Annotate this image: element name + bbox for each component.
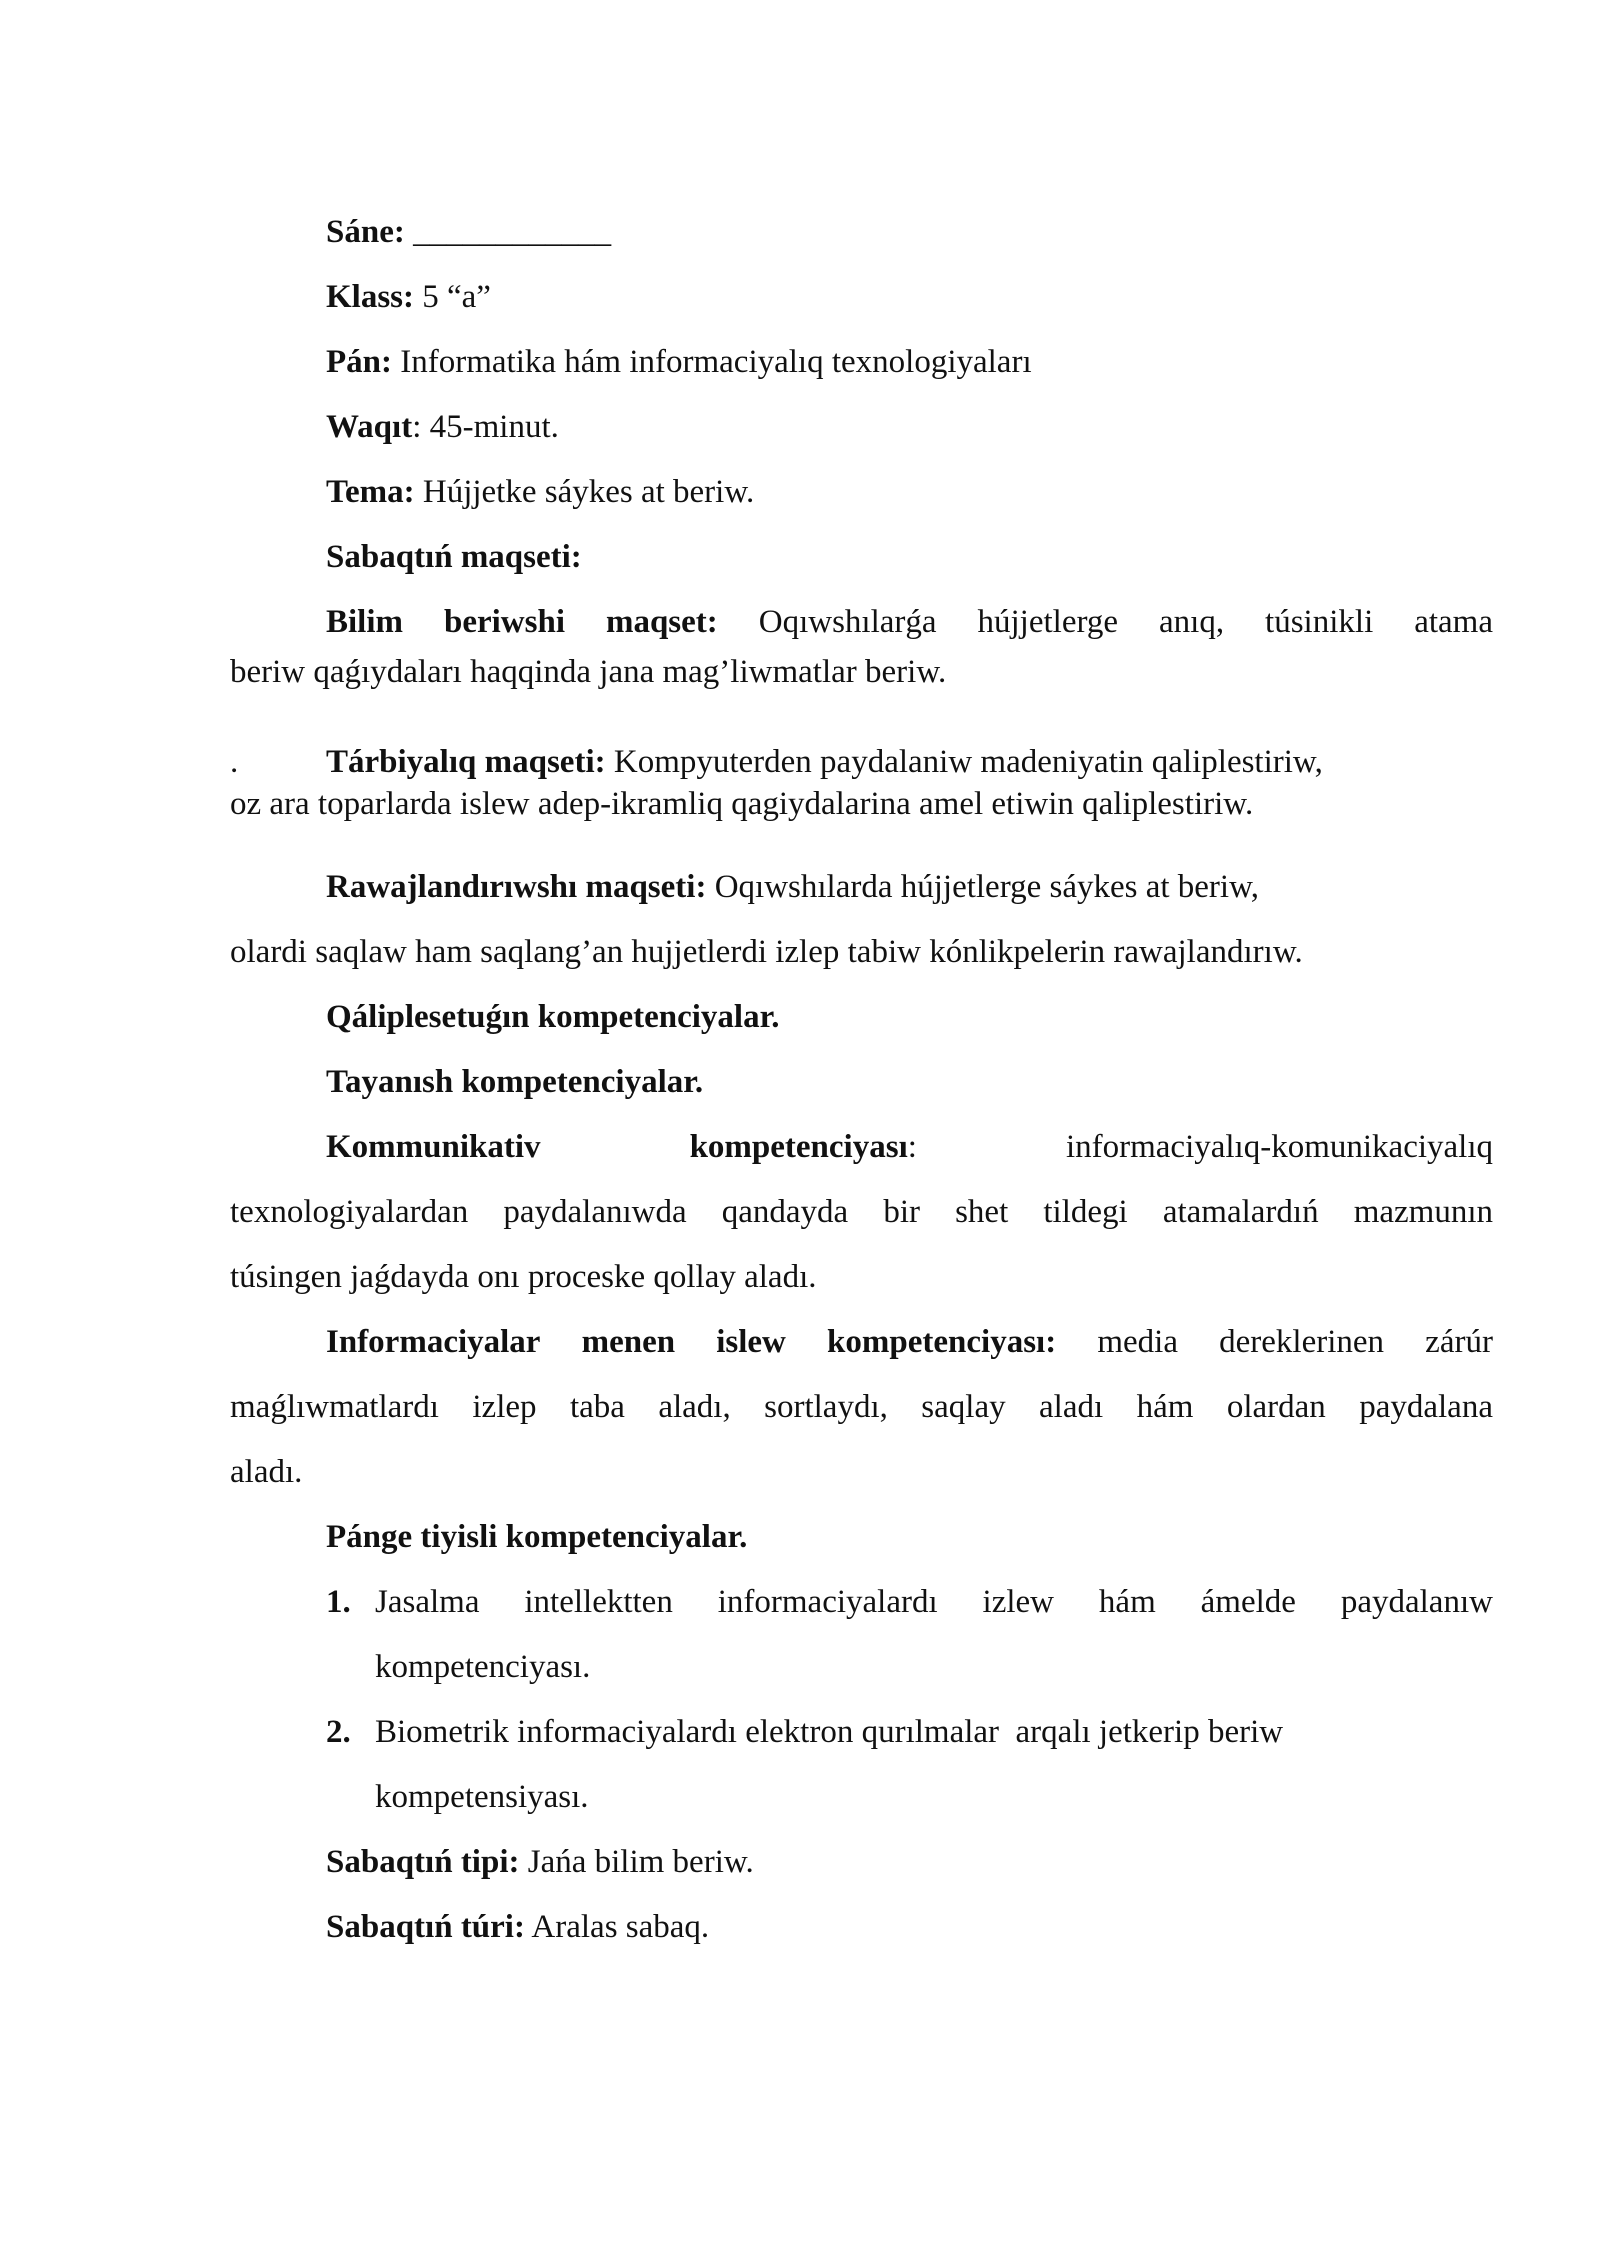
educational-word: atama (1414, 604, 1493, 640)
communicative-line1 (326, 1131, 1493, 1164)
information-word: izlep (472, 1389, 537, 1425)
basic-competencies-heading: Tayanısh kompetenciyalar. (326, 1064, 704, 1100)
information-word: dereklerinen (1219, 1324, 1385, 1360)
developmental-goal-line2: olardi saqlaw ham saqlang’an hujjetlerdi izlep tabiw kónlikpelerin rawajlandırıw. (230, 934, 1303, 970)
item-2-line1: Biometrik informaciyalardı elektron qurılmalar arqalı jetkerip beriw (375, 1714, 1284, 1750)
information-word: olardan (1226, 1389, 1326, 1425)
communicative-line3: túsingen jaǵdayda onı proceske qollay aladı. (230, 1259, 817, 1295)
competencies-heading: Qáliplesetuǵın kompetenciyalar. (326, 999, 780, 1035)
educational-goal-line1 (326, 606, 1493, 639)
educational-word: hújjetlerge (977, 604, 1119, 640)
item-1-word: izlew (982, 1584, 1055, 1620)
subject-competencies-heading: Pánge tiyisli kompetenciyalar. (326, 1519, 748, 1555)
communicative-word: paydalanıwda (503, 1194, 687, 1230)
item-1-word: hám (1098, 1584, 1156, 1620)
lesson-type-label: Sabaqtıń tipi: (326, 1844, 520, 1880)
communicative-word: bir (883, 1194, 920, 1230)
topic-value: Hújjetke sáykes at beriw. (422, 474, 755, 510)
developmental-goal-line1 (326, 871, 1259, 904)
information-word: hám (1136, 1389, 1194, 1425)
communicative-word: texnologiyalardan (230, 1194, 469, 1230)
communicative-word: qandayda (721, 1194, 849, 1230)
educational-word: anıq, (1159, 604, 1225, 640)
goals-heading: Sabaqtıń maqseti: (326, 539, 582, 575)
educational-goal-label-3: maqset: (605, 604, 718, 640)
subject-value: Informatika hám informaciyalıq texnologiyaları (400, 344, 1032, 380)
information-word: taba (569, 1389, 625, 1425)
communicative-label-2-wrap (690, 1131, 917, 1164)
educational-word: túsinikli (1265, 604, 1374, 640)
educational-goal-label-1: Bilim (326, 604, 404, 640)
communicative-text-1: informaciyalıq-komunikaciyalıq (1065, 1129, 1493, 1165)
item-1-number: 1. (326, 1584, 351, 1620)
item-1-line2: kompetenciyası. (375, 1649, 591, 1685)
information-label-word: kompetenciyası: (827, 1324, 1057, 1360)
lesson-type-value: Jańa bilim beriw. (527, 1844, 754, 1880)
information-label-word: Informaciyalar (326, 1324, 541, 1360)
item-1-word: paydalanıw (1340, 1584, 1493, 1620)
information-word: saqlay (921, 1389, 1006, 1425)
information-line3: aladı. (230, 1454, 303, 1490)
lesson-kind-label: Sabaqtıń túri: (326, 1909, 525, 1945)
communicative-word: shet (955, 1194, 1009, 1230)
date-blank: ____________ (413, 214, 612, 250)
topic-label: Tema: (326, 474, 415, 510)
developmental-goal-label: Rawajlandırıwshı maqseti: (326, 869, 707, 905)
communicative-line2 (230, 1196, 1493, 1229)
information-word: aladı, (658, 1389, 731, 1425)
information-label-word: islew (716, 1324, 786, 1360)
information-word: zárúr (1425, 1324, 1493, 1360)
upbringing-goal-text: Kompyuterden paydalaniw madeniyatin qaliplestiriw, (613, 744, 1323, 780)
educational-word: Oqıwshılarǵa (758, 604, 937, 640)
time-value: : 45-minut. (412, 409, 559, 445)
information-line2 (230, 1391, 1493, 1424)
upbringing-goal-label: Tárbiyalıq maqseti: (326, 744, 606, 780)
item-2-number: 2. (326, 1714, 351, 1750)
information-word: media (1097, 1324, 1178, 1360)
information-word: maǵlıwmatlardı (230, 1389, 439, 1425)
time-label: Waqıt (326, 409, 413, 445)
communicative-label-2: kompetenciyası (689, 1129, 908, 1165)
time-line (326, 411, 559, 444)
communicative-word: mazmunın (1353, 1194, 1493, 1230)
lesson-kind-line (326, 1911, 709, 1944)
item-2-line2: kompetensiyası. (375, 1779, 589, 1815)
class-label: Klass: (326, 279, 415, 315)
upbringing-dot: . (230, 744, 239, 780)
date-label: Sáne: (326, 214, 405, 250)
class-value: 5 “a” (422, 279, 491, 315)
upbringing-goal-line1 (326, 746, 1323, 779)
communicative-word: tildegi (1043, 1194, 1128, 1230)
topic-line (326, 476, 754, 509)
communicative-word: atamalardıń (1162, 1194, 1319, 1230)
information-word: paydalana (1359, 1389, 1493, 1425)
item-1-word: informaciyalardı (717, 1584, 938, 1620)
class-line (326, 281, 491, 314)
developmental-goal-text: Oqıwshılarda hújjetlerge sáykes at beriw, (714, 869, 1260, 905)
lesson-kind-value: Aralas sabaq. (531, 1909, 710, 1945)
information-word: aladı (1039, 1389, 1104, 1425)
subject-line (326, 346, 1032, 379)
date-line (326, 216, 611, 249)
educational-goal-line2: beriw qaǵıydaları haqqinda jana mag’liwmatlar beriw. (230, 654, 947, 690)
item-1-word: intellektten (524, 1584, 673, 1620)
lesson-type-line (326, 1846, 754, 1879)
information-word: sortlaydı, (764, 1389, 888, 1425)
information-label-word: menen (581, 1324, 676, 1360)
subject-label: Pán: (326, 344, 392, 380)
upbringing-goal-line2: oz ara toparlarda islew adep-ikramliq qagiydalarina amel etiwin qaliplestiriw. (230, 786, 1254, 822)
communicative-colon: : (907, 1129, 917, 1165)
item-1-word: ámelde (1200, 1584, 1296, 1620)
item-1-line1 (375, 1586, 1493, 1619)
educational-goal-label-2: beriwshi (443, 604, 565, 640)
information-line1 (326, 1326, 1493, 1359)
communicative-label-1: Kommunikativ (326, 1129, 541, 1165)
item-1-word: Jasalma (375, 1584, 480, 1620)
